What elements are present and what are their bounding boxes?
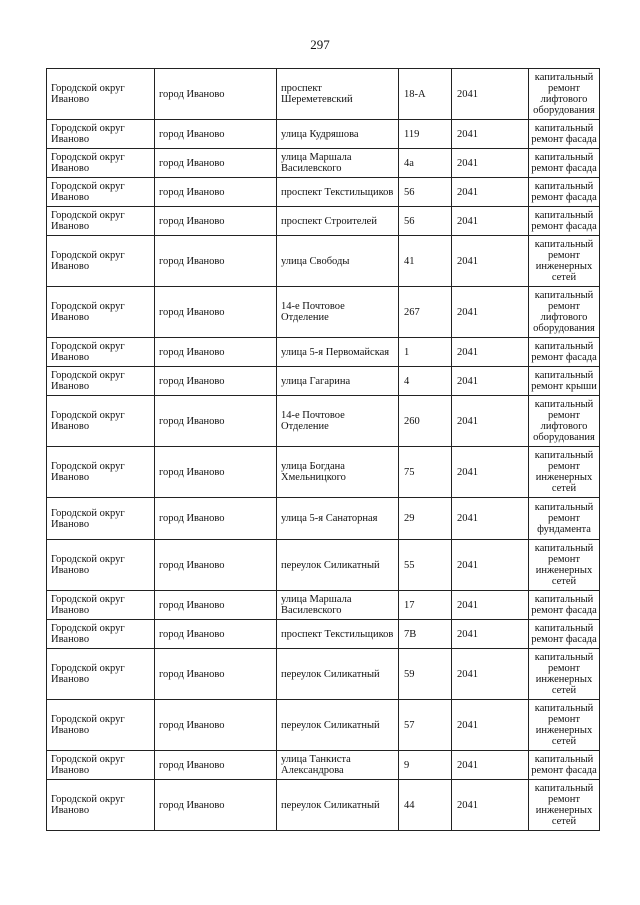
work-type-cell: капитальный ремонт лифтового оборудования: [529, 287, 600, 338]
settlement-cell: город Иваново: [155, 700, 277, 751]
house-number-cell: 57: [399, 700, 452, 751]
work-type-cell: капитальный ремонт фасада: [529, 120, 600, 149]
street-cell: улица 5-я Первомайская: [277, 338, 399, 367]
year-cell: 2041: [452, 649, 529, 700]
municipality-cell: Городской округ Иваново: [47, 591, 155, 620]
year-cell: 2041: [452, 338, 529, 367]
settlement-cell: город Иваново: [155, 69, 277, 120]
table-row: [47, 591, 600, 620]
municipality-cell: Городской округ Иваново: [47, 620, 155, 649]
house-number-cell: 56: [399, 178, 452, 207]
street-cell: проспект Строителей: [277, 207, 399, 236]
municipality-cell: Городской округ Иваново: [47, 178, 155, 207]
municipality-cell: Городской округ Иваново: [47, 69, 155, 120]
street-cell: 14-е Почтовое Отделение: [277, 287, 399, 338]
table-row: [47, 338, 600, 367]
year-cell: 2041: [452, 540, 529, 591]
table-row: [47, 649, 600, 700]
work-type-cell: капитальный ремонт фасада: [529, 338, 600, 367]
house-number-cell: 75: [399, 447, 452, 498]
year-cell: 2041: [452, 367, 529, 396]
street-cell: переулок Силикатный: [277, 540, 399, 591]
work-type-cell: капитальный ремонт фасада: [529, 751, 600, 780]
year-cell: 2041: [452, 149, 529, 178]
year-cell: 2041: [452, 287, 529, 338]
settlement-cell: город Иваново: [155, 120, 277, 149]
settlement-cell: город Иваново: [155, 236, 277, 287]
municipality-cell: Городской округ Иваново: [47, 498, 155, 540]
year-cell: 2041: [452, 236, 529, 287]
settlement-cell: город Иваново: [155, 338, 277, 367]
street-cell: улица Танкиста Александрова: [277, 751, 399, 780]
house-number-cell: 55: [399, 540, 452, 591]
house-number-cell: 29: [399, 498, 452, 540]
work-type-cell: капитальный ремонт фасада: [529, 149, 600, 178]
street-cell: улица Гагарина: [277, 367, 399, 396]
year-cell: 2041: [452, 207, 529, 236]
repair-schedule-table: [46, 68, 600, 831]
settlement-cell: город Иваново: [155, 287, 277, 338]
page-number: 297: [310, 37, 330, 52]
year-cell: 2041: [452, 751, 529, 780]
municipality-cell: Городской округ Иваново: [47, 287, 155, 338]
settlement-cell: город Иваново: [155, 591, 277, 620]
table-row: [47, 367, 600, 396]
work-type-cell: капитальный ремонт инженерных сетей: [529, 447, 600, 498]
municipality-cell: Городской округ Иваново: [47, 540, 155, 591]
street-cell: улица Свободы: [277, 236, 399, 287]
municipality-cell: Городской округ Иваново: [47, 751, 155, 780]
house-number-cell: 1: [399, 338, 452, 367]
table-row: [47, 178, 600, 207]
municipality-cell: Городской округ Иваново: [47, 649, 155, 700]
house-number-cell: 56: [399, 207, 452, 236]
work-type-cell: капитальный ремонт лифтового оборудования: [529, 69, 600, 120]
house-number-cell: 44: [399, 780, 452, 831]
street-cell: улица Кудряшова: [277, 120, 399, 149]
settlement-cell: город Иваново: [155, 751, 277, 780]
street-cell: улица Маршала Василевского: [277, 591, 399, 620]
street-cell: 14-е Почтовое Отделение: [277, 396, 399, 447]
work-type-cell: капитальный ремонт инженерных сетей: [529, 649, 600, 700]
table-row: [47, 120, 600, 149]
house-number-cell: 18-А: [399, 69, 452, 120]
work-type-cell: капитальный ремонт фасада: [529, 591, 600, 620]
work-type-cell: капитальный ремонт фасада: [529, 178, 600, 207]
settlement-cell: город Иваново: [155, 540, 277, 591]
work-type-cell: капитальный ремонт инженерных сетей: [529, 540, 600, 591]
municipality-cell: Городской округ Иваново: [47, 447, 155, 498]
table-row: [47, 700, 600, 751]
municipality-cell: Городской округ Иваново: [47, 700, 155, 751]
settlement-cell: город Иваново: [155, 780, 277, 831]
table-row: [47, 751, 600, 780]
year-cell: 2041: [452, 178, 529, 207]
municipality-cell: Городской округ Иваново: [47, 236, 155, 287]
year-cell: 2041: [452, 498, 529, 540]
settlement-cell: город Иваново: [155, 396, 277, 447]
work-type-cell: капитальный ремонт фундамента: [529, 498, 600, 540]
year-cell: 2041: [452, 447, 529, 498]
municipality-cell: Городской округ Иваново: [47, 367, 155, 396]
table-row: [47, 149, 600, 178]
street-cell: проспект Шереметевский: [277, 69, 399, 120]
house-number-cell: 17: [399, 591, 452, 620]
street-cell: проспект Текстильщиков: [277, 620, 399, 649]
street-cell: переулок Силикатный: [277, 649, 399, 700]
municipality-cell: Городской округ Иваново: [47, 780, 155, 831]
street-cell: улица Богдана Хмельницкого: [277, 447, 399, 498]
year-cell: 2041: [452, 780, 529, 831]
table-row: [47, 780, 600, 831]
house-number-cell: 260: [399, 396, 452, 447]
work-type-cell: капитальный ремонт фасада: [529, 207, 600, 236]
settlement-cell: город Иваново: [155, 178, 277, 207]
settlement-cell: город Иваново: [155, 498, 277, 540]
street-cell: проспект Текстильщиков: [277, 178, 399, 207]
table-row: [47, 498, 600, 540]
work-type-cell: капитальный ремонт крыши: [529, 367, 600, 396]
table-row: [47, 447, 600, 498]
house-number-cell: 4а: [399, 149, 452, 178]
year-cell: 2041: [452, 591, 529, 620]
year-cell: 2041: [452, 396, 529, 447]
table-row: [47, 69, 600, 120]
street-cell: улица 5-я Санаторная: [277, 498, 399, 540]
work-type-cell: капитальный ремонт инженерных сетей: [529, 700, 600, 751]
house-number-cell: 267: [399, 287, 452, 338]
work-type-cell: капитальный ремонт лифтового оборудования: [529, 396, 600, 447]
municipality-cell: Городской округ Иваново: [47, 396, 155, 447]
table-body: [47, 69, 600, 831]
settlement-cell: город Иваново: [155, 149, 277, 178]
municipality-cell: Городской округ Иваново: [47, 207, 155, 236]
street-cell: улица Маршала Василевского: [277, 149, 399, 178]
year-cell: 2041: [452, 700, 529, 751]
house-number-cell: 7В: [399, 620, 452, 649]
street-cell: переулок Силикатный: [277, 780, 399, 831]
table-row: [47, 540, 600, 591]
table-row: [47, 207, 600, 236]
house-number-cell: 41: [399, 236, 452, 287]
table-row: [47, 236, 600, 287]
municipality-cell: Городской округ Иваново: [47, 338, 155, 367]
work-type-cell: капитальный ремонт инженерных сетей: [529, 780, 600, 831]
street-cell: переулок Силикатный: [277, 700, 399, 751]
settlement-cell: город Иваново: [155, 207, 277, 236]
table-row: [47, 287, 600, 338]
table-row: [47, 620, 600, 649]
house-number-cell: 119: [399, 120, 452, 149]
settlement-cell: город Иваново: [155, 447, 277, 498]
municipality-cell: Городской округ Иваново: [47, 149, 155, 178]
house-number-cell: 4: [399, 367, 452, 396]
municipality-cell: Городской округ Иваново: [47, 120, 155, 149]
work-type-cell: капитальный ремонт инженерных сетей: [529, 236, 600, 287]
year-cell: 2041: [452, 69, 529, 120]
year-cell: 2041: [452, 620, 529, 649]
table-row: [47, 396, 600, 447]
settlement-cell: город Иваново: [155, 620, 277, 649]
work-type-cell: капитальный ремонт фасада: [529, 620, 600, 649]
house-number-cell: 59: [399, 649, 452, 700]
house-number-cell: 9: [399, 751, 452, 780]
settlement-cell: город Иваново: [155, 367, 277, 396]
settlement-cell: город Иваново: [155, 649, 277, 700]
year-cell: 2041: [452, 120, 529, 149]
